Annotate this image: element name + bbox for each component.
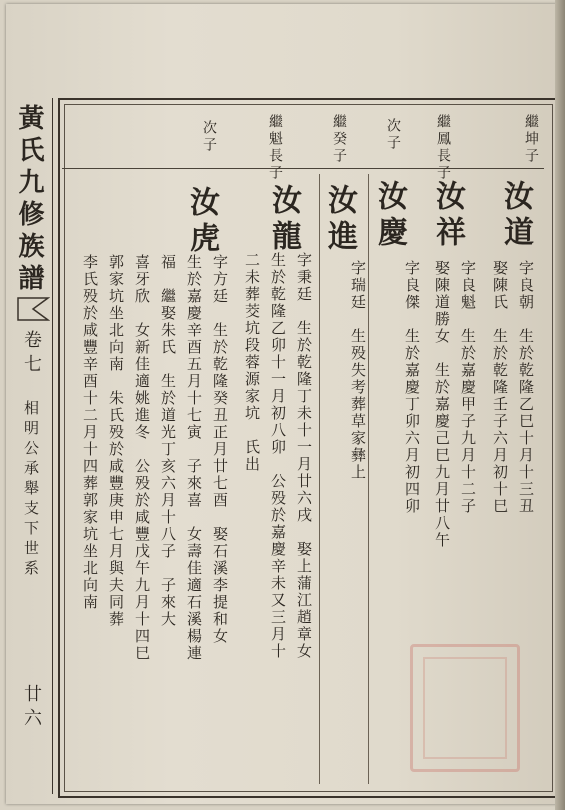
person-bio: 喜牙欣 女新佳適姚進冬 公殁於咸豐戊午九月十四巳 [133,254,151,662]
parent-note: 繼魁長子 [267,114,283,182]
person-name: 汝慶 [372,180,407,252]
person-bio: 字良魁 生於嘉慶甲子九月十二子 [459,260,477,515]
person-bio: 李氏殁於咸豐辛酉十二月十四葬郭家坑坐北向南 [81,254,99,611]
person-bio: 字良朝 生於乾隆乙巳十月十三丑 [517,260,535,515]
person-name: 汝龍 [266,184,301,256]
person-bio: 生於乾隆乙卯十一月初八卯 公殁於嘉慶辛未又三月十 [269,252,287,660]
branch-label: 相明公承舉支下世系 [22,400,40,580]
parent-note: 繼癸子 [331,114,347,165]
margin-divider [52,98,53,794]
person-name: 汝祥 [430,180,465,252]
genealogy-page [6,4,558,804]
parent-note: 繼坤子 [523,114,539,165]
fish-tail-ornament-icon [16,296,50,322]
collector-seal [410,644,520,772]
column-rule [368,174,369,784]
column-rule [319,174,320,784]
parent-note: 繼鳳長子 [435,114,451,182]
person-bio: 字方廷 生於乾隆癸丑正月廿七酉 娶石溪李提和女 [211,254,229,645]
person-bio: 字秉廷 生於乾隆丁未十一月廿六戌 娶上蒲江趙章女 [295,252,313,660]
person-bio: 娶陳氏 生於乾隆壬子六月初十巳 [491,260,509,515]
book-edge [555,0,565,810]
person-name: 汝虎 [184,186,219,258]
parent-note: 次子 [385,118,401,152]
person-bio: 字瑞廷 生殁失考葬草家彝上 [349,260,367,481]
volume-label: 卷七 [21,330,42,378]
person-bio: 福 繼娶朱氏 生於道光丁亥六月十八子 子來大 [159,254,177,628]
page-number: 廿六 [21,684,42,732]
upper-row-divider [62,168,544,169]
person-bio: 郭家坑坐北向南 朱氏殁於咸豐庚申七月與夫同葬 [107,254,125,628]
book-title: 黃氏九修族譜 [14,104,44,296]
parent-note: 次子 [201,120,217,154]
person-bio: 二未葬茭坑段蓉源家坑 氏出 [243,252,261,473]
person-bio: 生於嘉慶辛酉五月十七寅 子來喜 女壽佳適石溪楊連 [185,254,203,662]
person-name: 汝進 [322,184,357,256]
person-bio: 娶陳道勝女 生於嘉慶己巳九月廿八午 [433,260,451,549]
person-name: 汝道 [498,180,533,252]
person-bio: 字良傑 生於嘉慶丁卯六月初四卯 [403,260,421,515]
